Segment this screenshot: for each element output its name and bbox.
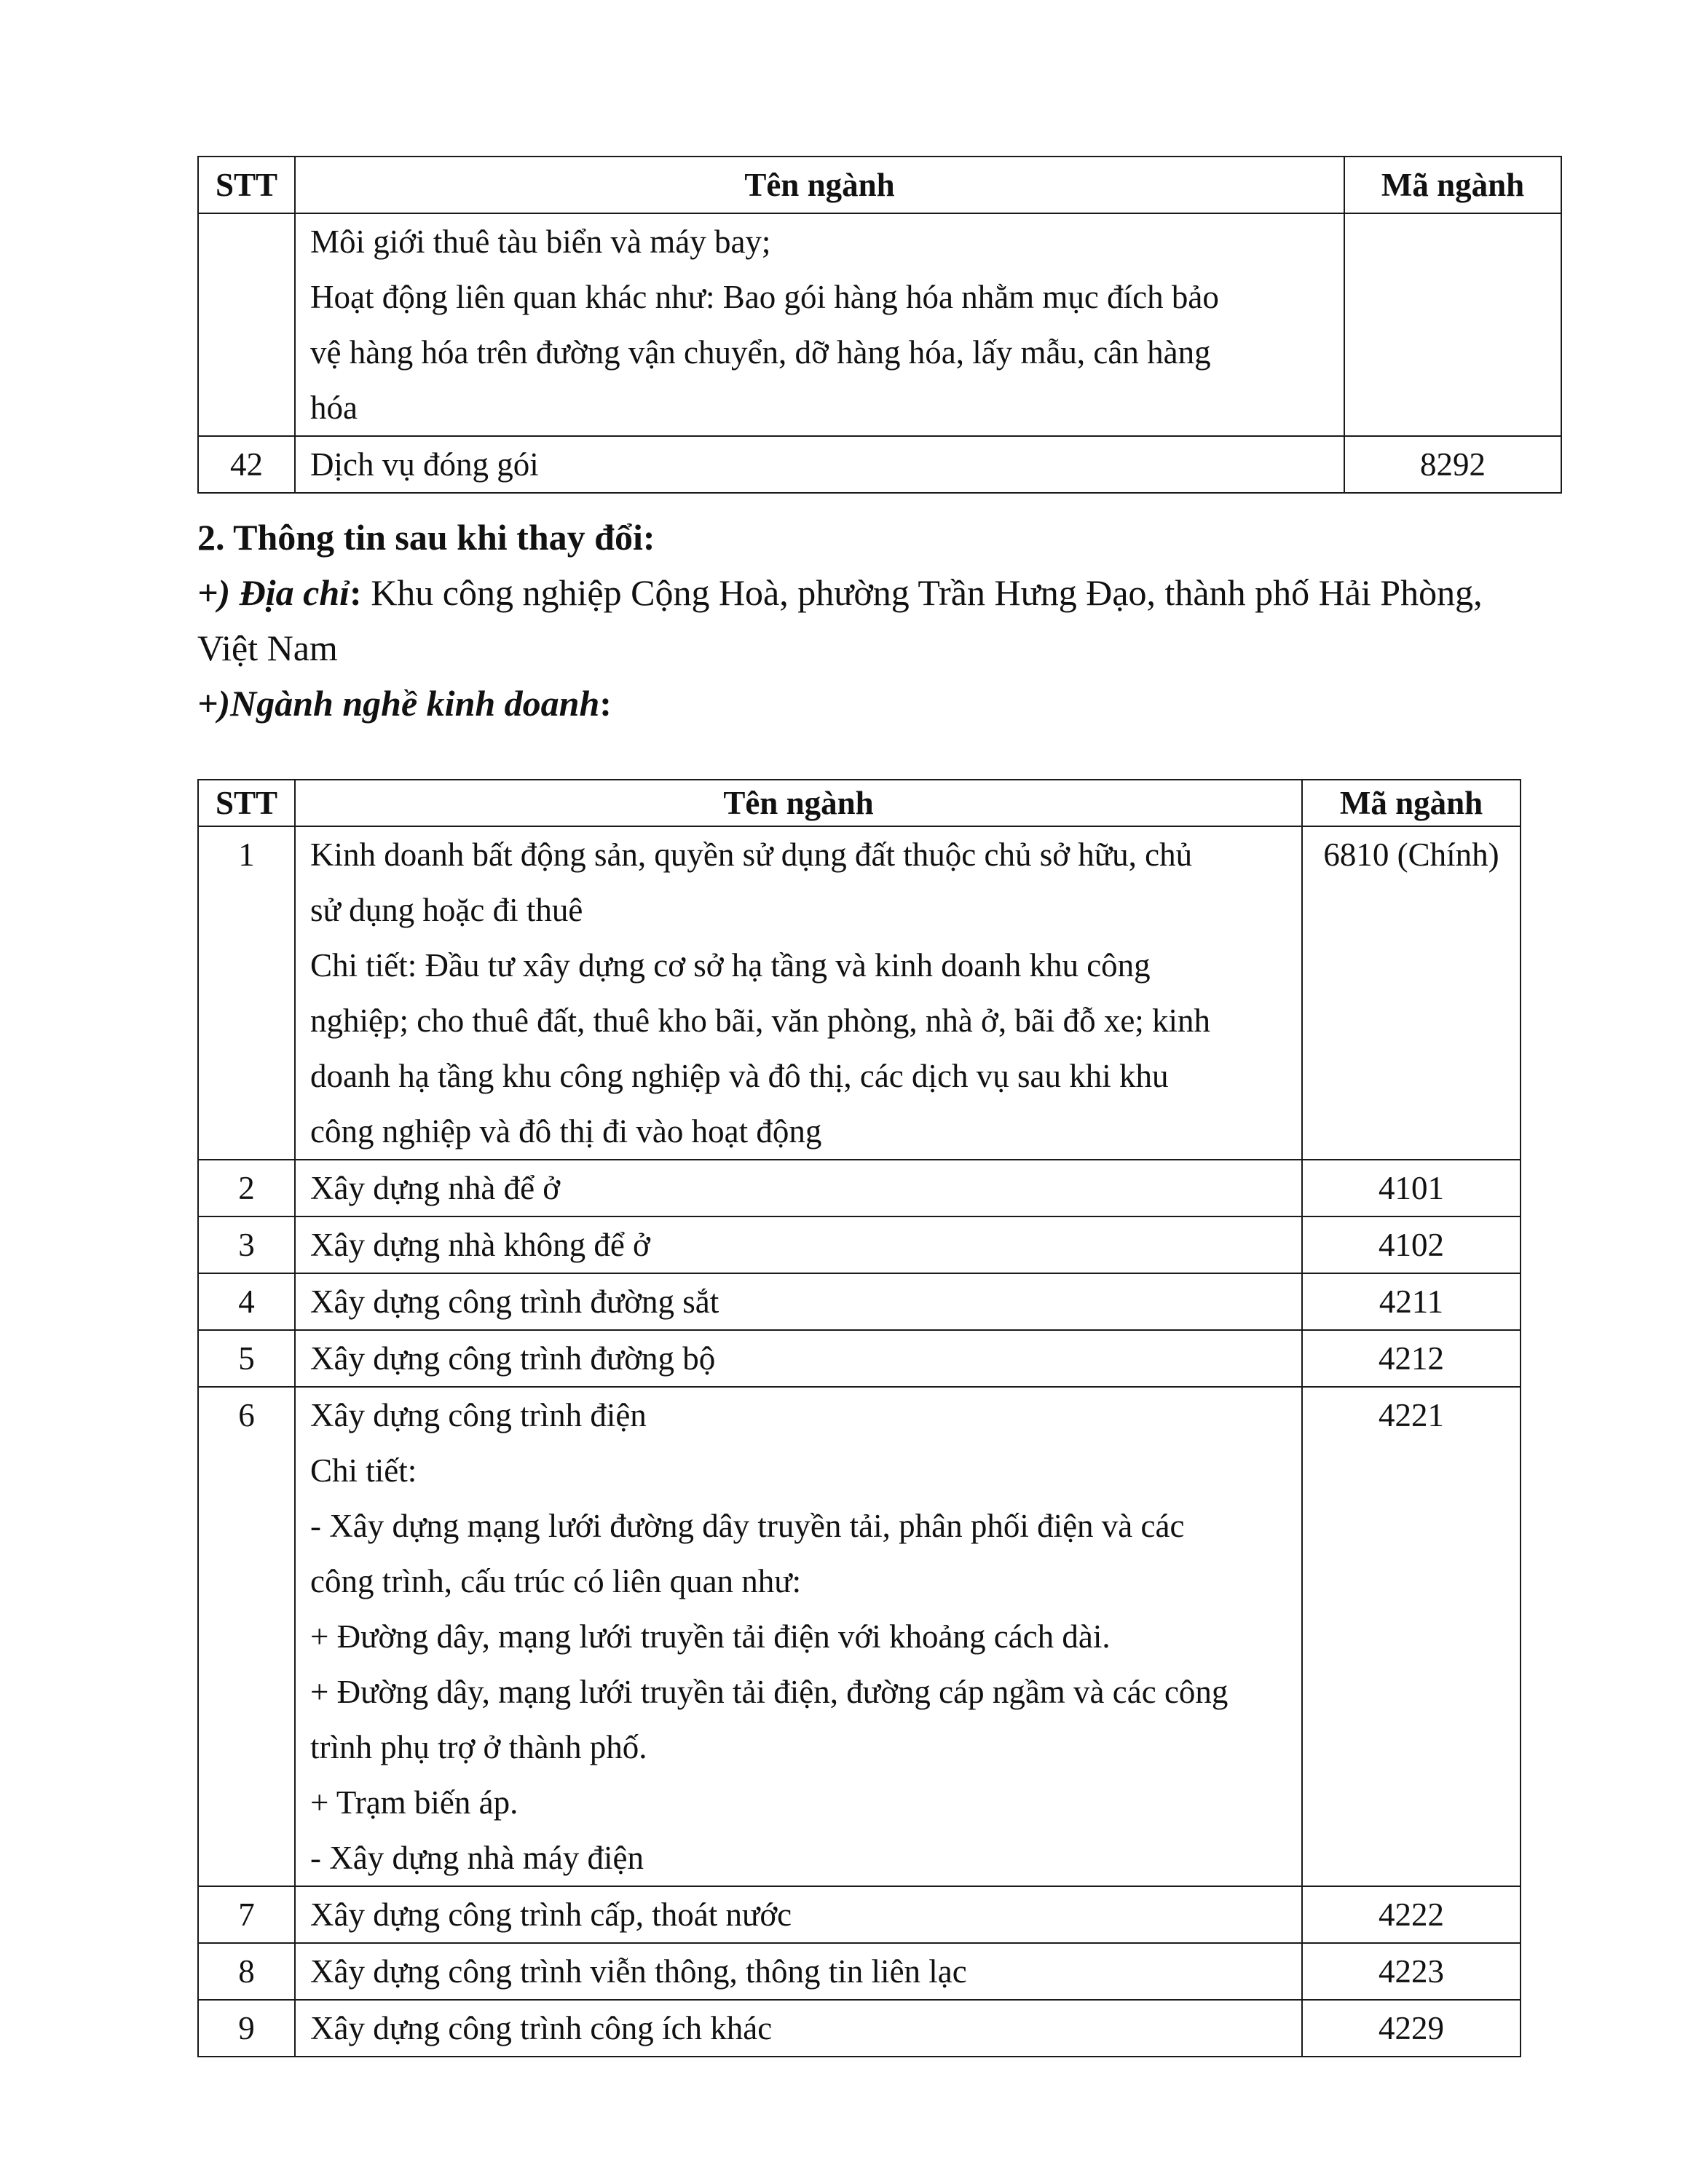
code-cell: 4211 [1302,1273,1521,1330]
section-heading: 2. Thông tin sau khi thay đổi: [197,517,655,558]
name-line: - Xây dựng mạng lưới đường dây truyền tải, phân phối điện và các [310,1508,1185,1544]
name-cell [295,1943,1302,2000]
stt-cell: 2 [198,1160,295,1216]
name-line: Chi tiết: Đầu tư xây dựng cơ sở hạ tầng và kinh doanh khu công [310,947,1151,984]
table-body [198,826,1521,2057]
table-row [198,1886,1521,1943]
table-row [198,1160,1521,1216]
address-line-1: Khu công nghiệp Cộng Hoà, phường Trần Hưng Đạo, thành phố Hải Phòng, [361,572,1483,613]
business-colon: : [599,683,612,724]
address-paragraph [197,565,1566,676]
name-cell [295,1387,1302,1886]
table-header-row [198,780,1521,826]
address-label: +) Địa chỉ [197,572,350,613]
table-row [198,1943,1521,2000]
address-colon: : [350,572,362,613]
name-line: - Xây dựng nhà máy điện [310,1840,644,1876]
table-row [198,213,1561,436]
code-cell [1344,213,1561,436]
name-line: sử dụng hoặc đi thuê [310,892,583,928]
name-cell [295,1160,1302,1216]
stt-cell: 9 [198,2000,295,2057]
name-line: Xây dựng nhà không để ở [310,1227,650,1263]
address-line-2: Việt Nam [197,628,338,668]
name-line: + Đường dây, mạng lưới truyền tải điện, đường cáp ngầm và các công [310,1674,1228,1710]
header-name: Tên ngành [295,780,1302,826]
name-line: Xây dựng công trình viễn thông, thông tin liên lạc [310,1953,967,1990]
header-stt: STT [198,157,295,213]
code-cell: 4101 [1302,1160,1521,1216]
table-row [198,1216,1521,1273]
code-cell: 4212 [1302,1330,1521,1387]
stt-cell: 4 [198,1273,295,1330]
stt-cell: 3 [198,1216,295,1273]
stt-cell: 8 [198,1943,295,2000]
table-row [198,826,1521,1160]
name-line: Xây dựng công trình công ích khác [310,2010,773,2046]
name-line: công trình, cấu trúc có liên quan như: [310,1563,802,1599]
name-line: Hoạt động liên quan khác như: Bao gói hàng hóa nhằm mục đích bảo [310,279,1219,315]
code-cell: 4102 [1302,1216,1521,1273]
name-cell [295,2000,1302,2057]
industry-table-previous [197,156,1562,494]
name-line: trình phụ trợ ở thành phố. [310,1729,647,1765]
name-line: doanh hạ tầng khu công nghiệp và đô thị, các dịch vụ sau khi khu [310,1058,1169,1094]
code-cell: 4222 [1302,1886,1521,1943]
name-line: Xây dựng công trình cấp, thoát nước [310,1896,792,1933]
table-row [198,1387,1521,1886]
stt-cell: 1 [198,826,295,1160]
name-line: Môi giới thuê tàu biển và máy bay; [310,223,771,260]
name-cell [295,1886,1302,1943]
name-line: Xây dựng công trình đường sắt [310,1283,719,1320]
table-row [198,436,1561,493]
business-heading [197,676,612,731]
header-stt: STT [198,780,295,826]
name-cell [295,826,1302,1160]
stt-cell [198,213,295,436]
name-cell [295,1273,1302,1330]
name-line: + Trạm biến áp. [310,1784,518,1821]
header-code: Mã ngành [1302,780,1521,826]
stt-cell: 7 [198,1886,295,1943]
name-line: Xây dựng công trình đường bộ [310,1340,716,1377]
name-line: Chi tiết: [310,1452,417,1489]
name-cell [295,1330,1302,1387]
stt-cell: 6 [198,1387,295,1886]
name-line: nghiệp; cho thuê đất, thuê kho bãi, văn phòng, nhà ở, bãi đỗ xe; kinh [310,1002,1211,1039]
code-cell: 8292 [1344,436,1561,493]
code-cell: 6810 (Chính) [1302,826,1521,1160]
name-line: công nghiệp và đô thị đi vào hoạt động [310,1113,822,1150]
business-label: +)Ngành nghề kinh doanh [197,683,600,724]
name-cell [295,213,1344,436]
stt-cell: 5 [198,1330,295,1387]
name-line: Xây dựng nhà để ở [310,1170,561,1206]
industry-table-new [197,779,1521,2057]
header-code: Mã ngành [1344,157,1561,213]
name-line: Kinh doanh bất động sản, quyền sử dụng đất thuộc chủ sở hữu, chủ [310,836,1193,873]
header-name: Tên ngành [295,157,1344,213]
name-cell [295,1216,1302,1273]
name-line: + Đường dây, mạng lưới truyền tải điện với khoảng cách dài. [310,1618,1111,1655]
table-row [198,1330,1521,1387]
code-cell: 4221 [1302,1387,1521,1886]
name-line: hóa [310,389,358,426]
table-row [198,2000,1521,2057]
code-cell: 4223 [1302,1943,1521,2000]
name-line: vệ hàng hóa trên đường vận chuyển, dỡ hàng hóa, lấy mẫu, cân hàng [310,334,1211,371]
table-row [198,1273,1521,1330]
name-line: Xây dựng công trình điện [310,1397,647,1433]
stt-cell: 42 [198,436,295,493]
name-cell: Dịch vụ đóng gói [295,436,1344,493]
table-header-row [198,157,1561,213]
code-cell: 4229 [1302,2000,1521,2057]
